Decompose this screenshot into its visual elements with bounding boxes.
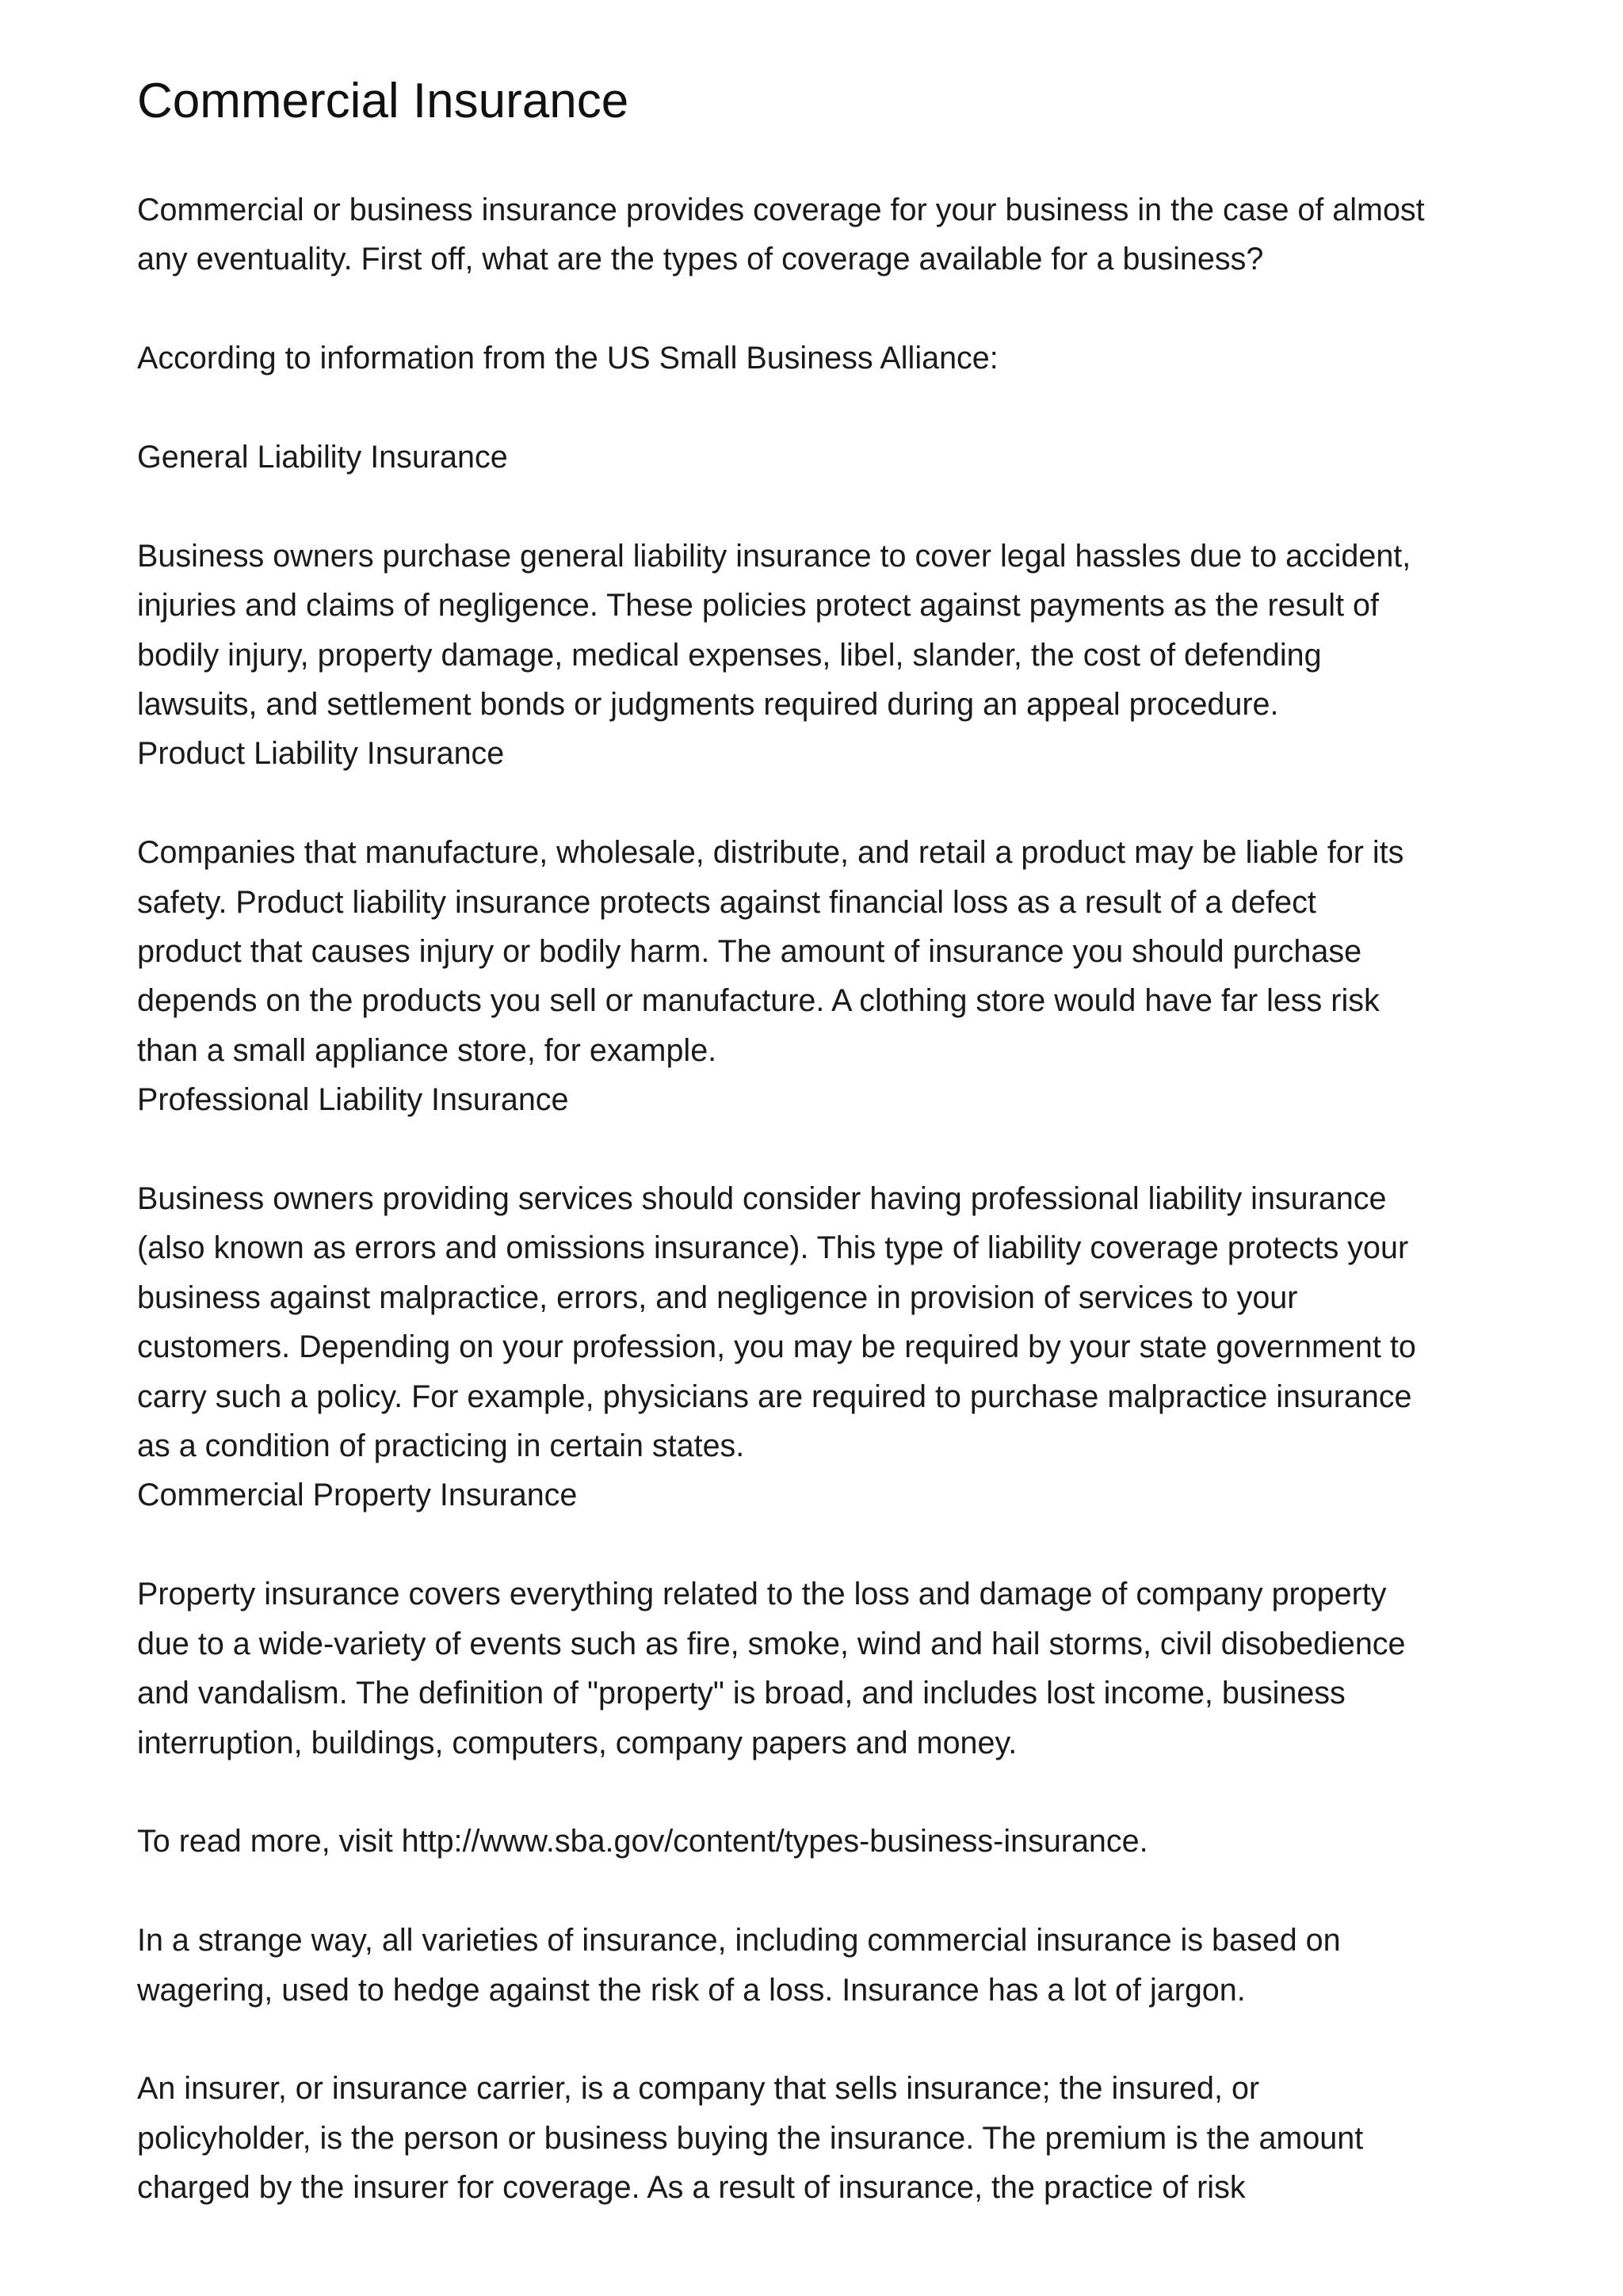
text-line: carry such a policy. For example, physicians are required to purchase malpractice insurance [137,1379,1412,1414]
text-line: To read more, visit http://www.sba.gov/content/types-business-insurance. [137,1824,1148,1859]
document-body [137,185,1500,2213]
text-line: wagering, used to hedge against the risk of a loss. Insurance has a lot of jargon. [137,1972,1246,2008]
text-line: Commercial Property Insurance [137,1478,578,1513]
text-line: safety. Product liability insurance protects against financial loss as a result of a defect [137,884,1316,920]
text-line: injuries and claims of negligence. These policies protect against payments as the result of [137,588,1379,624]
text-line: Product Liability Insurance [137,736,505,772]
paragraph [137,1916,1500,2015]
text-line: policyholder, is the person or business buying the insurance. The premium is the amount [137,2120,1364,2156]
paragraph [137,2064,1500,2212]
text-line: Commercial or business insurance provides coverage for your business in the case of almost [137,193,1425,227]
paragraph-spacer [137,482,1500,531]
section-heading [137,433,1500,482]
text-line: lawsuits, and settlement bonds or judgments required during an appeal procedure. [137,687,1279,723]
paragraph-spacer [137,284,1500,334]
text-line: as a condition of practicing in certain states. [137,1428,745,1464]
paragraph [137,532,1500,730]
text-line: Business owners providing services should consider having professional liability insurance [137,1181,1387,1217]
section-heading [137,729,1500,778]
text-line: An insurer, or insurance carrier, is a company that sells insurance; the insured, or [137,2071,1260,2107]
text-line: Business owners purchase general liability insurance to cover legal hassles due to accident, [137,538,1411,574]
text-line: General Liability Insurance [137,440,508,475]
text-line: any eventuality. First off, what are the types of coverage available for a business? [137,242,1264,277]
paragraph [137,1569,1500,1768]
paragraph-spacer [137,1125,1500,1174]
paragraph [137,828,1500,1075]
text-line: Property insurance covers everything related to the loss and damage of company property [137,1577,1387,1612]
text-line: depends on the products you sell or manufacture. A clothing store would have far less risk [137,983,1380,1019]
text-line: (also known as errors and omissions insurance). This type of liability coverage protects your [137,1230,1409,1266]
paragraph-spacer [137,383,1500,433]
paragraph-spacer [137,2015,1500,2064]
text-line: According to information from the US Small Business Alliance: [137,341,999,376]
text-line: customers. Depending on your profession, you may be required by your state government to [137,1329,1416,1365]
paragraph [137,1817,1500,1866]
text-line: due to a wide-variety of events such as fire, smoke, wind and hail storms, civil disobedience [137,1626,1406,1661]
paragraph-spacer [137,1867,1500,1916]
text-line: In a strange way, all varieties of insurance, including commercial insurance is based on [137,1923,1341,1958]
document-page [137,67,1500,2213]
paragraph [137,334,1500,383]
paragraph-spacer [137,1768,1500,1817]
text-line: business against malpractice, errors, and negligence in provision of services to your [137,1280,1298,1315]
text-line: Companies that manufacture, wholesale, distribute, and retail a product may be liable for its [137,835,1404,871]
text-line: and vandalism. The definition of "property" is broad, and includes lost income, business [137,1676,1346,1711]
page-title: Commercial Insurance [137,74,629,128]
text-line: charged by the insurer for coverage. As a result of insurance, the practice of risk [137,2170,1246,2206]
text-line: than a small appliance store, for example. [137,1032,717,1068]
text-line: Professional Liability Insurance [137,1082,569,1118]
paragraph-spacer [137,779,1500,828]
paragraph-spacer [137,1520,1500,1569]
text-line: bodily injury, property damage, medical expenses, libel, slander, the cost of defending [137,637,1322,673]
text-line: interruption, buildings, computers, company papers and money. [137,1725,1018,1760]
text-line: product that causes injury or bodily harm. The amount of insurance you should purchase [137,934,1362,970]
paragraph [137,1174,1500,1470]
paragraph [137,185,1500,284]
section-heading [137,1075,1500,1124]
section-heading [137,1470,1500,1520]
